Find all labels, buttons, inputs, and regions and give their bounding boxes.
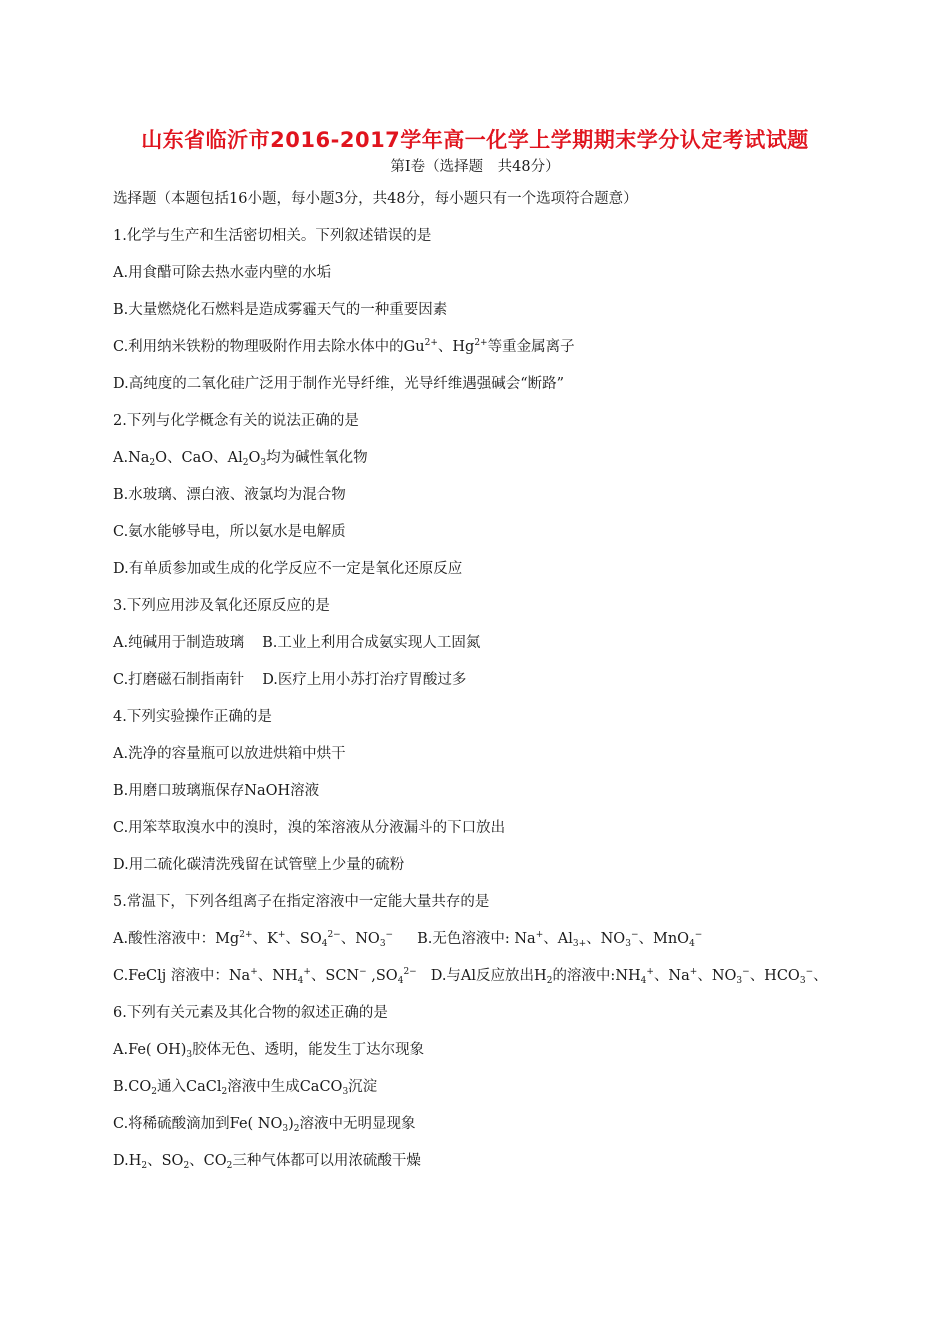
question-5-options-ab — [113, 929, 702, 949]
superscript: 2+ — [474, 338, 488, 348]
text: D.与Al反应放出H — [430, 968, 547, 984]
question-5-option-d — [431, 968, 828, 984]
subscript: 2 — [293, 1124, 300, 1134]
question-6-stem: 6.下列有关元素及其化合物的叙述正确的是 — [113, 1005, 388, 1021]
subscript: 3 — [342, 1087, 349, 1097]
question-1-stem: 1.化学与生产和生活密切相关。下列叙述错误的是 — [113, 228, 432, 244]
text: A.酸性溶液中：Mg — [113, 931, 240, 947]
subscript: 2 — [151, 1087, 157, 1097]
text: 、SO — [285, 931, 322, 947]
superscript: + — [689, 967, 698, 977]
question-3-options-ab — [113, 633, 480, 653]
subscript: 2 — [226, 1161, 233, 1171]
text: B.无色溶液中: Na — [417, 931, 536, 947]
subscript: 2 — [141, 1161, 148, 1171]
text: ,SO — [366, 968, 398, 984]
text: 、HCO — [749, 968, 800, 984]
instructions: 选择题（本题包括16小题，每小题3分，共48分，每小题只有一个选项符合题意） — [113, 191, 638, 207]
question-4-option-a: A.洗净的容量瓶可以放进烘箱中烘干 — [113, 746, 346, 762]
text: 、K — [252, 931, 278, 947]
question-5-option-b — [417, 931, 702, 947]
text: 、NO — [586, 931, 626, 947]
question-5-stem: 5.常温下，下列各组离子在指定溶液中一定能大量共存的是 — [113, 894, 490, 910]
text: A.Na — [113, 450, 150, 466]
text: 、NO — [340, 931, 380, 947]
superscript: 2+ — [424, 338, 438, 348]
subscript: 3 — [282, 1124, 289, 1134]
superscript: − — [742, 967, 750, 977]
subscript: 4 — [297, 976, 304, 986]
text: 沉淀 — [348, 1079, 378, 1095]
text: 、Na — [653, 968, 690, 984]
question-3-option-d: D.医疗上用小苏打治疗胃酸过多 — [262, 672, 467, 688]
question-2-option-a — [113, 448, 368, 468]
subscript: 2 — [546, 976, 553, 986]
superscript: + — [646, 967, 654, 977]
text: 、Al — [543, 931, 573, 947]
text: D.H — [113, 1153, 142, 1169]
text: 溶液中无明显现象 — [299, 1116, 416, 1132]
subscript: 3+ — [572, 939, 587, 949]
question-4-stem: 4.下列实验操作正确的是 — [113, 709, 272, 725]
question-3-option-a: A.纯碱用于制造玻璃 — [113, 635, 245, 651]
question-1-option-b: B.大量燃烧化石燃料是造成雾霾天气的一种重要因素 — [113, 302, 448, 318]
question-6-option-b — [113, 1077, 377, 1097]
subscript: 2 — [149, 458, 156, 468]
text: C.FeClj 溶液中：Na — [113, 968, 251, 984]
text: 等重金属离子 — [487, 339, 575, 355]
question-4-option-c: C.用笨萃取溴水中的溴时，溴的笨溶液从分液漏斗的下口放出 — [113, 820, 506, 836]
superscript: 2− — [403, 967, 417, 977]
question-5-option-c — [113, 968, 417, 984]
text: 、CO — [189, 1153, 227, 1169]
superscript: + — [535, 930, 544, 940]
text: O、CaO、Al — [155, 450, 243, 466]
question-1-option-c — [113, 337, 575, 357]
subscript: 3 — [736, 976, 743, 986]
text: 、NO — [697, 968, 737, 984]
question-3-option-c: C.打磨磁石制指南针 — [113, 672, 245, 688]
superscript: + — [303, 967, 311, 977]
question-6-option-d — [113, 1151, 421, 1171]
document-title: 山东省临沂市2016-2017学年高一化学上学期期末学分认定考试试题 — [141, 128, 809, 152]
question-2-option-d: D.有单质参加或生成的化学反应不一定是氧化还原反应 — [113, 561, 463, 577]
text: ) — [288, 1116, 294, 1132]
text: 、Hg — [437, 339, 475, 355]
text: 通入CaCl — [156, 1079, 222, 1095]
subscript: 3 — [625, 939, 631, 949]
subscript: 4 — [321, 939, 328, 949]
question-2-stem: 2.下列与化学概念有关的说法正确的是 — [113, 413, 359, 429]
question-4-option-d: D.用二硫化碳清洗残留在试管壁上少量的硫粉 — [113, 857, 405, 873]
text: C.利用纳米铁粉的物理吸附作用去除水体中的Gu — [113, 339, 425, 355]
superscript: 2+ — [239, 930, 253, 940]
superscript: + — [250, 967, 258, 977]
question-1-option-d: D.高纯度的二氧化硅广泛用于制作光导纤维，光导纤维遇强碱会“断路” — [113, 376, 565, 392]
superscript: − — [359, 967, 367, 977]
text: 、 — [813, 968, 828, 984]
subscript: 3 — [260, 458, 267, 468]
question-3-stem: 3.下列应用涉及氧化还原反应的是 — [113, 598, 330, 614]
superscript: − — [694, 930, 703, 940]
question-3-option-b: B.工业上利用合成氨实现人工固氮 — [262, 635, 481, 651]
subscript: 4 — [640, 976, 647, 986]
question-5-options-cd — [113, 966, 828, 986]
text: O — [248, 450, 261, 466]
subscript: 4 — [689, 939, 695, 949]
subscript: 2 — [242, 458, 249, 468]
subscript: 3 — [799, 976, 806, 986]
text: 三种气体都可以用浓硫酸干燥 — [232, 1153, 421, 1169]
question-4-option-b: B.用磨口玻璃瓶保存NaOH溶液 — [113, 783, 320, 799]
question-6-option-a — [113, 1040, 424, 1060]
question-6-option-c — [113, 1114, 416, 1134]
subscript: 3 — [379, 939, 386, 949]
subscript: 2 — [183, 1161, 190, 1171]
text: 均为碱性氧化物 — [266, 450, 368, 466]
superscript: − — [805, 967, 814, 977]
subscript: 3 — [186, 1050, 193, 1060]
text: 的溶液中:NH — [552, 968, 641, 984]
subscript: 4 — [397, 976, 404, 986]
section-subtitle: 第Ⅰ卷（选择题 共48分） — [390, 159, 560, 175]
text: B.CO — [113, 1079, 152, 1095]
text: C.将稀硫酸滴加到Fe( NO — [113, 1116, 283, 1132]
text: 胶体无色、透明，能发生丁达尔现象 — [192, 1042, 425, 1058]
superscript: − — [385, 930, 394, 940]
superscript: + — [277, 930, 286, 940]
subscript: 2 — [221, 1087, 228, 1097]
superscript: − — [630, 930, 639, 940]
question-5-option-a — [113, 931, 393, 947]
text: 、MnO — [638, 931, 690, 947]
question-2-option-c: C.氨水能够导电，所以氨水是电解质 — [113, 524, 346, 540]
text: 、SO — [147, 1153, 184, 1169]
question-1-option-a: A.用食醋可除去热水壶内壁的水垢 — [113, 265, 332, 281]
question-3-options-cd — [113, 670, 466, 690]
text: 、SCN — [310, 968, 360, 984]
text: A.Fe( OH) — [113, 1042, 187, 1058]
text: 溶液中生成CaCO — [227, 1079, 343, 1095]
superscript: 2− — [327, 930, 341, 940]
text: 、NH — [257, 968, 298, 984]
question-2-option-b: B.水玻璃、漂白液、液氯均为混合物 — [113, 487, 346, 503]
